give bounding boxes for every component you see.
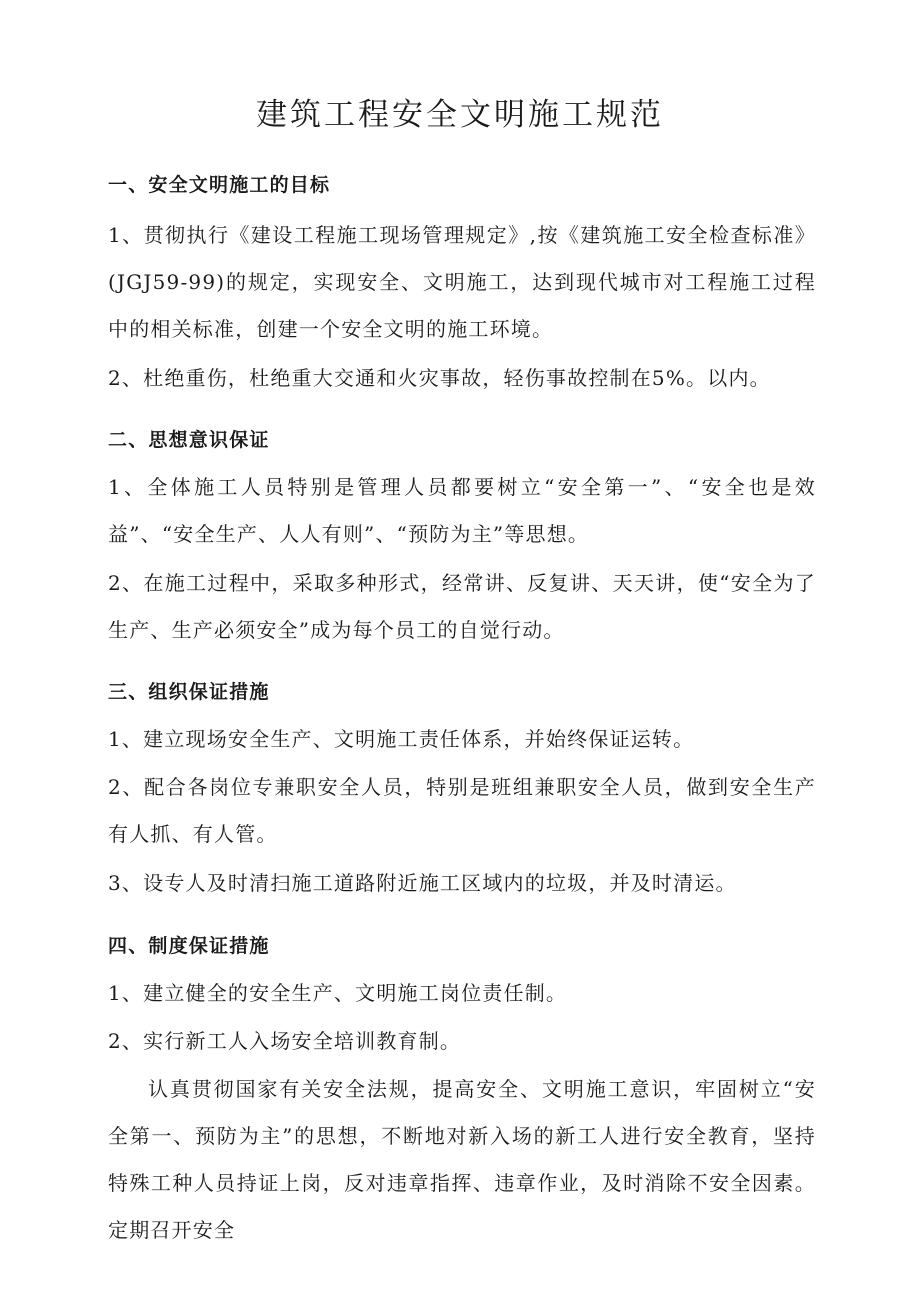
section-3-paragraph-2: 2、配合各岗位专兼职安全人员，特别是班组兼职安全人员，做到安全生产有人抓、有人管。 bbox=[108, 775, 816, 846]
section-4-heading: 四、制度保证措施 bbox=[108, 935, 270, 957]
section-1-paragraph-1: 1、贯彻执行《建设工程施工现场管理规定》,按《建筑施工安全检查标准》(JGJ59-99)的规定，实现安全、文明施工，达到现代城市对工程施工过程中的相关标准，创建一个安全文明的施工环境。 bbox=[108, 223, 816, 341]
section-1-paragraph-2: 2、杜绝重伤，杜绝重大交通和火灾事故，轻伤事故控制在5%。以内。 bbox=[108, 366, 771, 390]
section-2-heading: 二、思想意识保证 bbox=[108, 429, 270, 451]
section-4-paragraph-1: 1、建立健全的安全生产、文明施工岗位责任制。 bbox=[108, 981, 568, 1005]
document-title: 建筑工程安全文明施工规范 bbox=[256, 97, 664, 133]
section-2-paragraph-2: 2、在施工过程中，采取多种形式，经常讲、反复讲、天天讲，使“安全为了生产、生产必须安全”成为每个员工的自觉行动。 bbox=[108, 571, 816, 642]
section-3-paragraph-1: 1、建立现场安全生产、文明施工责任体系，并始终保证运转。 bbox=[108, 727, 695, 751]
section-1-heading: 一、安全文明施工的目标 bbox=[108, 174, 331, 196]
section-3-heading: 三、组织保证措施 bbox=[108, 681, 270, 703]
section-4-paragraph-3: 认真贯彻国家有关安全法规，提高安全、文明施工意识，牢固树立“安全第一、预防为主”的思想，不断地对新入场的新工人进行安全教育，坚持特殊工种人员持证上岗，反对违章指挥、违章作业，及时消除不安全因素。定期召开安全 bbox=[108, 1077, 816, 1242]
section-4-paragraph-2: 2、实行新工人入场安全培训教育制。 bbox=[108, 1029, 462, 1053]
section-3-paragraph-3: 3、设专人及时清扫施工道路附近施工区域内的垃圾，并及时清运。 bbox=[108, 871, 737, 895]
section-2-paragraph-1: 1、全体施工人员特别是管理人员都要树立“安全第一”、“安全也是效益”、“安全生产、人人有则”、“预防为主”等思想。 bbox=[108, 475, 816, 546]
